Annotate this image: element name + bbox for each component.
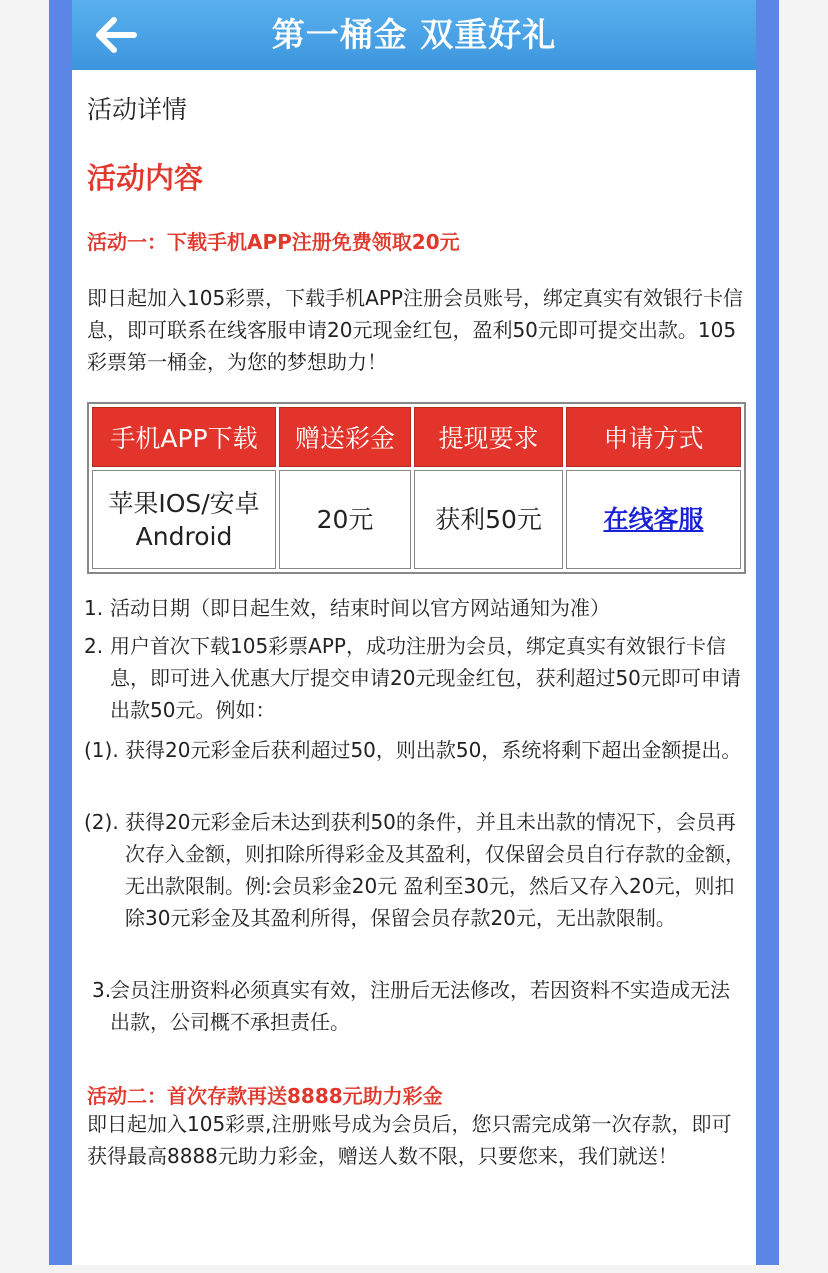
table-header-row [92,407,741,467]
rule-item [84,734,749,798]
table-header: 提现要求 [414,407,563,467]
rule-item [84,630,749,726]
table-row [92,470,741,569]
activity1-title: 活动一：下载手机APP注册免费领取20元 [87,230,460,254]
rule-number: 3. [92,978,112,1002]
requirement-cell: 获利50元 [414,470,563,569]
activity1-intro: 即日起加入105彩票，下载手机APP注册会员账号，绑定真实有效银行卡信息，即可联系在线客服申请20元现金红包，盈利50元即可提交出款。105彩票第一桶金，为您的梦想助力！ [87,286,743,374]
rule-item [84,592,749,624]
rule-number: 1. [84,596,104,620]
rule-text: 获得20元彩金后未达到获利50的条件，并且未出款的情况下，会员再次存入金额，则扣除所得彩金及其盈利，仅保留会员自行存款的金额，无出款限制。例:会员彩金20元 盈利至30元，然后又存入20元，则扣除30元彩金及其盈利所得，保留会员存款20元，无出款限制。 [125,810,745,930]
page-title: 第一桶金 双重好礼 [271,15,557,54]
rule-text: 活动日期（即日起生效，结束时间以官方网站通知为准） [110,596,610,620]
bonus-cell: 20元 [279,470,411,569]
activity2-title: 活动二：首次存款再送8888元助力彩金 [87,1084,443,1108]
rule-text: 会员注册资料必须真实有效，注册后无法修改，若因资料不实造成无法出款，公司概不承担责任。 [110,978,730,1034]
platform-cell [92,470,276,569]
platform-line: 苹果IOS/安卓 [108,488,260,518]
table-header: 赠送彩金 [279,407,411,467]
platform-line: Android [135,521,233,551]
content-panel [72,70,756,1265]
rule-number: (1). [84,738,119,762]
rule-item [84,806,749,966]
rule-number: (2). [84,810,119,834]
activity2-text: 即日起加入105彩票,注册账号成为会员后，您只需完成第一次存款，即可获得最高8888元助力彩金，赠送人数不限，只要您来，我们就送！ [87,1112,732,1168]
rule-text: 获得20元彩金后获利超过50，则出款50，系统将剩下超出金额提出。 [125,738,742,762]
section-title: 活动内容 [87,161,204,195]
table-header: 手机APP下载 [92,407,276,467]
rule-text: 用户首次下载105彩票APP，成功注册为会员，绑定真实有效银行卡信息，即可进入优惠大厅提交申请20元现金红包，获利超过50元即可申请出款50元。例如： [110,634,741,722]
app-header [72,0,756,70]
rule-item [84,974,749,1038]
online-service-link[interactable]: 在线客服 [603,505,704,534]
breadcrumb: 活动详情 [87,95,188,124]
apply-cell [566,470,741,569]
activity-table [87,402,746,574]
table-header: 申请方式 [566,407,741,467]
rule-number: 2. [84,634,104,658]
